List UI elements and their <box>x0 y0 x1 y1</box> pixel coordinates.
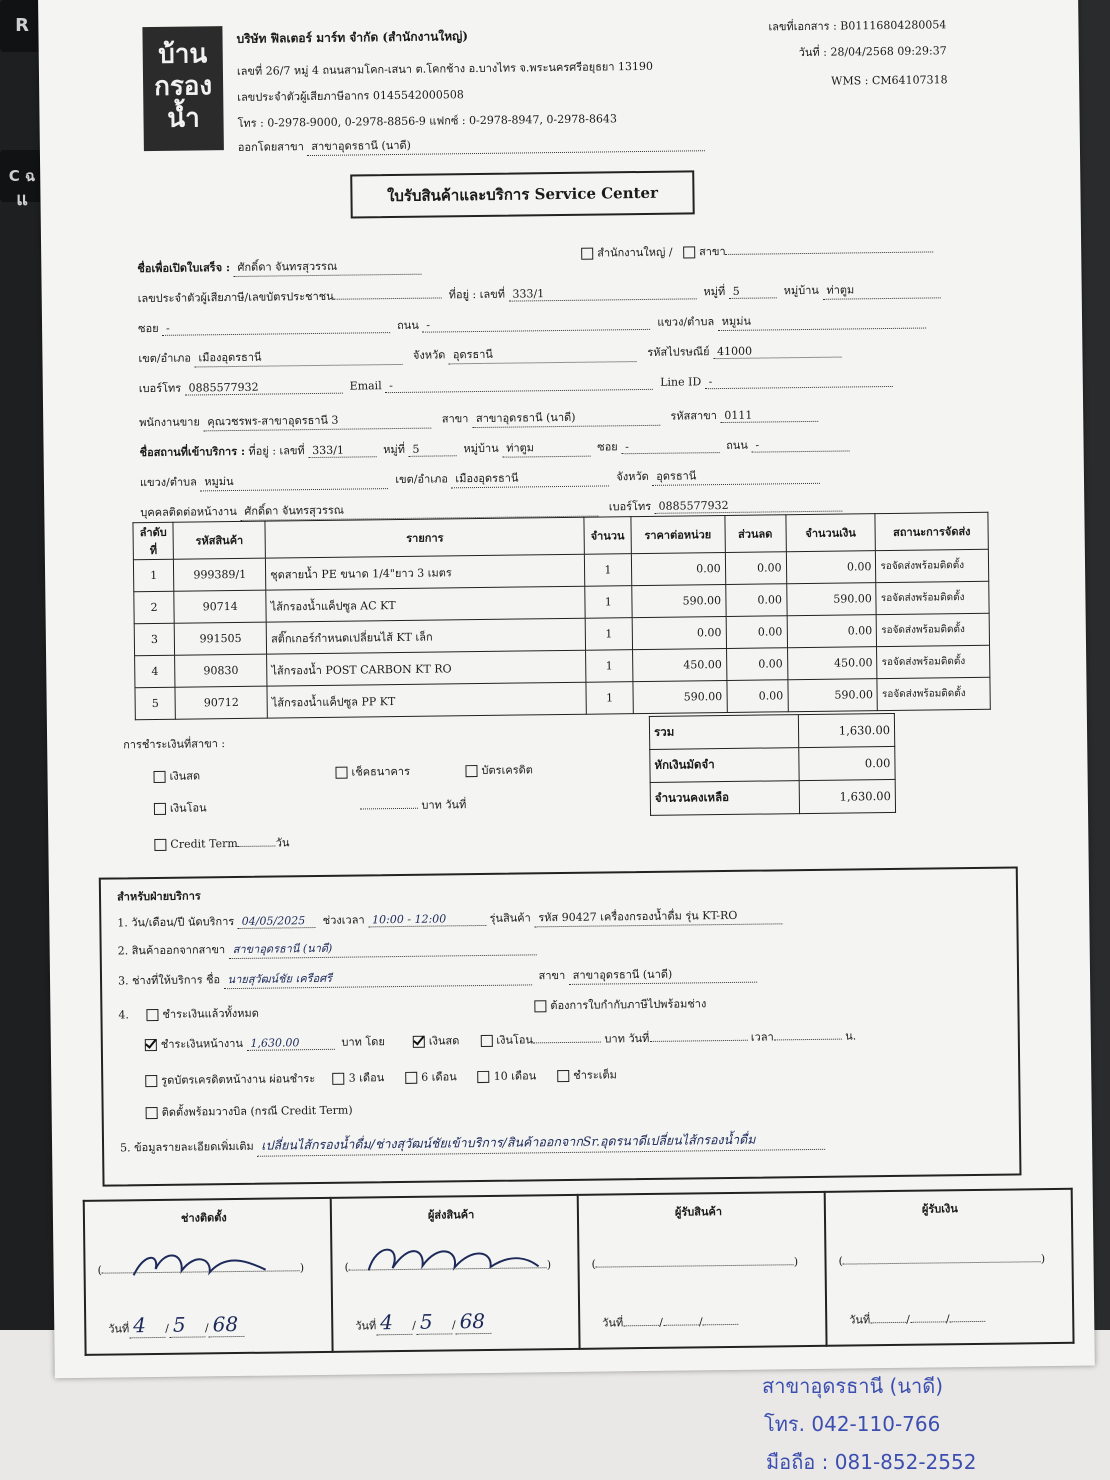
sp-subdistrict-label: แขวง/ตำบล <box>139 475 197 490</box>
doc-title: ใบรับสินค้าและบริการ Service Center <box>350 170 695 218</box>
cell: ไส้กรองน้ำแค็ปซูล PP KT <box>267 682 586 718</box>
col-qty: จำนวน <box>584 517 631 555</box>
sp-addr-no: 333/1 <box>308 443 376 458</box>
moo-label: หมู่ที่ <box>703 284 726 299</box>
doc-date: วันที่ : 28/04/2568 09:29:37 <box>798 44 947 60</box>
doc-wms: WMS : CM64107318 <box>831 73 948 88</box>
district-label: เขต/อำเภอ <box>138 351 192 366</box>
service-line-4d <box>146 1101 353 1122</box>
cell: 90830 <box>175 654 267 687</box>
cell: สติ๊กเกอร์กำหนดเปลี่ยนไส้ KT เล็ก <box>266 618 585 654</box>
logo-line: กรอง <box>153 71 213 102</box>
pay-card <box>465 760 533 779</box>
deposit-label: หักเงินมัดจำ <box>650 748 799 783</box>
sig-title: ผู้รับเงิน <box>921 1202 958 1216</box>
sig-title: ช่างติดตั้ง <box>180 1211 227 1225</box>
service-line-5 <box>120 1129 825 1159</box>
sig-year: 68 <box>455 1309 491 1334</box>
sig-line: ( ) <box>97 1261 305 1277</box>
cell: 0.00 <box>727 680 788 713</box>
sig-title: ผู้รับสินค้า <box>674 1205 723 1219</box>
sig-date: วันที่ / / <box>849 1309 986 1329</box>
col-discount: ส่วนลด <box>725 515 786 553</box>
customer-district-row <box>138 341 841 369</box>
cell: รอจัดส่งพร้อมติดตั้ง <box>876 549 989 582</box>
onsite-transfer-label: เงินโอน <box>496 1033 534 1047</box>
col-unit-price: ราคาต่อหน่วย <box>631 516 725 554</box>
branch-checkbox[interactable] <box>683 246 695 258</box>
issued-by-label: ออกโดยสาขา <box>237 140 304 154</box>
10m-label: 10 เดือน <box>493 1069 537 1083</box>
document-page <box>38 0 1095 1378</box>
hq-branch-row <box>581 239 934 261</box>
moo: 5 <box>729 284 777 299</box>
cell: 4 <box>135 655 176 687</box>
full-payment-checkbox[interactable] <box>557 1070 569 1082</box>
signature-box-payee <box>825 1189 1074 1346</box>
cell: 991505 <box>174 622 266 655</box>
signature-box-installer <box>84 1198 333 1355</box>
onsite-cash-checkbox[interactable] <box>413 1036 425 1048</box>
col-item: รายการ <box>265 517 584 558</box>
soi: - <box>162 319 390 336</box>
service-line-2 <box>118 936 537 960</box>
issued-by <box>238 132 706 157</box>
sp-contact: ศักดิ์ดา จันทรสุวรรณ <box>240 498 598 521</box>
pay-credit-term <box>154 833 289 853</box>
doc-number: เลขที่เอกสาร : B01116804280054 <box>768 18 947 34</box>
card-checkbox[interactable] <box>465 765 477 777</box>
technician-label: 3. ช่างที่ให้บริการ ชื่อ <box>117 973 221 988</box>
onsite-amount: 1,630.00 <box>246 1036 334 1051</box>
cash-checkbox[interactable] <box>153 771 165 783</box>
sp-district: เมืองอุดรธานี <box>451 467 609 488</box>
cell: 0.00 <box>725 584 786 617</box>
cell: 0.00 <box>725 552 786 585</box>
sig-date-label: วันที่ <box>108 1322 130 1336</box>
customer-soi-row <box>138 310 926 339</box>
10m-checkbox[interactable] <box>478 1071 490 1083</box>
cell: 0.00 <box>787 615 877 648</box>
tech-branch-label: สาขา <box>538 968 566 983</box>
customer-phone: 0885577932 <box>185 380 343 396</box>
pay-transfer-amount <box>360 795 467 814</box>
col-amount: จำนวนเงิน <box>785 514 875 552</box>
details-label: 5. ข้อมูลรายละเอียดเพิ่มเติม <box>120 1139 254 1155</box>
customer-contact-row <box>139 370 893 397</box>
sum-value: 1,630.00 <box>798 713 894 747</box>
signature-table <box>83 1188 1075 1356</box>
col-no: ลำดับที่ <box>133 522 174 559</box>
sig-date-label: วันที่ <box>602 1316 624 1330</box>
sig-date: วันที่ 4 / 5 / 68 <box>355 1309 492 1336</box>
tax-invoice-label: ต้องการใบกำกับภาษีไปพร้อมช่าง <box>550 997 707 1013</box>
cell: 0.00 <box>726 648 787 681</box>
sales-branch-label: สาขา <box>441 412 469 426</box>
onsite-time-label: เวลา <box>750 1030 774 1044</box>
transfer-checkbox[interactable] <box>154 803 166 815</box>
cash-label: เงินสด <box>169 769 201 783</box>
customer-name-row <box>137 256 421 278</box>
appointment-label: 1. วัน/เดือน/ปี นัดบริการ <box>117 915 235 930</box>
sp-soi: - <box>621 439 719 454</box>
stamp-mobile: มือถือ : 081-852-2552 <box>766 1450 977 1474</box>
sales-branch: สาขาอุดรธานี (นาดี) <box>472 407 660 428</box>
balance-label: จำนวนคงเหลือ <box>650 781 799 816</box>
sig-date-label: วันที่ <box>355 1319 377 1333</box>
tax-invoice-option <box>534 994 706 1014</box>
paid-all-label: ชำระเงินแล้วทั้งหมด <box>162 1006 259 1021</box>
customer-taxid-row <box>138 279 941 308</box>
stamp-tel: โทร. 042-110-766 <box>764 1412 941 1436</box>
3m-label: 3 เดือน <box>348 1071 385 1085</box>
tech-branch: สาขาอุดรธานี (นาดี) <box>569 964 757 985</box>
service-line-1 <box>117 905 782 932</box>
customer-name-label: ชื่อเพื่อเปิดใบเสร็จ : <box>137 261 231 276</box>
sig-day <box>623 1325 659 1326</box>
district: เมืองอุดรธานี <box>194 346 402 368</box>
addr-label: ที่อยู่ : เลขที่ <box>448 287 506 302</box>
zip-label: รหัสไปรษณีย์ <box>647 345 710 359</box>
pay-cash <box>153 766 200 785</box>
road-label: ถนน <box>397 318 419 332</box>
company-phone: โทร : 0-2978-9000, 0-2978-8856-9 แฟกซ์ : 0-2978-8947, 0-2978-8643 <box>237 112 617 130</box>
keyboard-key: R <box>0 0 44 52</box>
credit-term-checkbox[interactable] <box>154 839 166 851</box>
company-tax-id: เลขประจำตัวผู้เสียภาษีอากร 0145542000508 <box>237 88 464 104</box>
cell: ไส้กรองน้ำแค็ปซูล AC KT <box>266 586 585 622</box>
service-heading: สำหรับฝ่ายบริการ <box>116 889 201 904</box>
cell: 0.00 <box>631 553 725 586</box>
signature-box-receiver <box>578 1192 827 1349</box>
card-installment-checkbox[interactable] <box>145 1075 157 1087</box>
cell: 0.00 <box>786 551 876 584</box>
card-installment-label: รูดบัตรเครดิตหน้างาน ผ่อนชำระ <box>161 1072 316 1087</box>
sig-year <box>703 1324 739 1325</box>
service-place-label: ชื่อสถานที่เข้าบริการ : <box>139 444 246 460</box>
sender-signature <box>362 1232 543 1282</box>
sp-soi-label: ซอย <box>597 440 618 454</box>
stamp-branch: สาขาอุดรธานี (นาดี) <box>762 1374 944 1398</box>
cell: ไส้กรองน้ำ POST CARBON KT RO <box>267 650 586 686</box>
company-address: เลขที่ 26/7 หมู่ 4 ถนนสามโคก-เสนา ต.โคกช้าง อ.บางไทร จ.พระนครศรีอยุธยา 13190 <box>236 59 654 78</box>
logo-line: น้ำ <box>167 103 200 134</box>
sp-province-label: จังหวัด <box>616 469 649 484</box>
taxid-label: เลขประจำตัวผู้เสียภาษี/เลขบัตรประชาชน <box>137 289 334 306</box>
cell: รอจัดส่งพร้อมติดตั้ง <box>877 613 990 646</box>
company-logo <box>142 26 224 151</box>
sp-addr-label: ที่อยู่ : เลขที่ <box>248 444 305 458</box>
col-status: สถานะการจัดส่ง <box>875 512 988 550</box>
sales-row <box>139 405 818 432</box>
province: อุดรธานี <box>449 343 637 364</box>
3m-checkbox[interactable] <box>333 1073 345 1085</box>
service-line-3 <box>118 964 757 991</box>
province-label: จังหวัด <box>412 348 446 362</box>
sig-year <box>950 1321 986 1322</box>
cell: ชุดสายน้ำ PE ขนาด 1/4"ยาว 3 เมตร <box>266 554 585 590</box>
village: ท่าตูม <box>822 279 940 299</box>
sp-moo-label: หมู่ที่ <box>383 442 406 457</box>
service-place-district-row <box>140 465 821 492</box>
tax-invoice-checkbox[interactable] <box>534 1000 546 1012</box>
appointment-time: 10:00 - 12:00 <box>368 912 486 927</box>
sig-line: ( ) <box>838 1252 1046 1268</box>
line4-num: 4. <box>118 1008 130 1022</box>
sp-road-label: ถนน <box>726 438 748 452</box>
cell: 1 <box>585 618 632 651</box>
cheque-label: เช็คธนาคาร <box>351 764 411 779</box>
card-label: บัตรเครดิต <box>481 763 533 777</box>
time-label: ช่วงเวลา <box>322 913 365 927</box>
keyboard-key: C ฉ <box>0 150 44 202</box>
signature-box-sender <box>331 1195 580 1352</box>
logo-line: บ้าน <box>158 39 208 70</box>
sig-line: ( ) <box>344 1258 552 1274</box>
service-place-row <box>139 434 849 462</box>
col-code: รหัสสินค้า <box>173 521 265 559</box>
branch-code: 0111 <box>720 408 818 423</box>
cell: 1 <box>585 554 632 587</box>
details-value: เปลี่ยนไส้กรองน้ำดื่ม/ช่างสุวัฒน์ชัยเข้าบริการ/สินค้าออกจากSr.อุดรนาดีเปลี่ยนไส้กรองน้ำดื่ม <box>257 1129 825 1157</box>
hq-label: สำนักงานใหญ่ / <box>597 245 673 260</box>
company-name: บริษัท ฟิลเตอร์ มาร์ท จำกัด (สำนักงานใหญ่) <box>236 29 469 46</box>
service-line-4b <box>145 1026 857 1053</box>
sig-month <box>910 1321 946 1322</box>
cell: 1 <box>586 682 633 715</box>
sp-phone-label: เบอร์โทร <box>608 499 652 514</box>
cell: 590.00 <box>631 584 725 617</box>
cell: รอจัดส่งพร้อมติดตั้ง <box>877 645 990 678</box>
cell: 3 <box>134 623 175 655</box>
pay-onsite-label: ชำระเงินหน้างาน <box>160 1036 244 1051</box>
issued-by-value: สาขาอุดรธานี (นาดี) <box>307 132 705 156</box>
sig-month <box>663 1324 699 1325</box>
sum-label: รวม <box>649 715 798 750</box>
total-row <box>650 746 895 782</box>
cell: 590.00 <box>786 583 876 616</box>
cell: 90714 <box>174 590 266 623</box>
pay-onsite-checkbox[interactable] <box>145 1039 157 1051</box>
technician-name: นายสุวัฒน์ชัย เครือศรี <box>224 966 532 989</box>
cell: 590.00 <box>633 680 727 713</box>
onsite-transfer-suffix: บาท วันที่ <box>604 1031 650 1046</box>
model-label: รุ่นสินค้า <box>489 911 531 925</box>
cell: รอจัดส่งพร้อมติดตั้ง <box>876 581 989 614</box>
sig-month: 5 <box>169 1312 205 1337</box>
payment-label: การชำระเงินที่สาขา : <box>123 737 226 752</box>
soi-label: ซอย <box>138 321 159 336</box>
totals-table <box>649 713 896 816</box>
sp-road: - <box>751 437 849 452</box>
hq-checkbox[interactable] <box>581 248 593 260</box>
phone-label: เบอร์โทร <box>138 381 182 396</box>
balance-value: 1,630.00 <box>799 779 895 813</box>
signature-row <box>84 1189 1074 1355</box>
pay-transfer <box>154 798 207 817</box>
sig-date-label: วันที่ <box>849 1313 871 1327</box>
branch-code-label: รหัสสาขา <box>670 409 717 423</box>
sig-day: 4 <box>129 1313 165 1338</box>
staff-label: พนักงานขาย <box>139 415 200 430</box>
cell: 5 <box>135 687 176 719</box>
subdistrict-label: แขวง/ตำบล <box>657 315 715 329</box>
credit-term-label: Credit Term <box>170 836 238 851</box>
paid-all-checkbox[interactable] <box>146 1009 158 1021</box>
email: - <box>385 376 653 393</box>
items-table <box>132 512 990 720</box>
sp-province: อุดรธานี <box>652 465 820 486</box>
addr-no: 333/1 <box>508 285 696 301</box>
sig-year: 68 <box>208 1312 244 1337</box>
keyboard-key: แ <box>16 189 28 210</box>
sig-title: ผู้ส่งสินค้า <box>427 1208 475 1222</box>
sig-date: วันที่ 4 / 5 / 68 <box>108 1312 245 1339</box>
cell: 1 <box>133 559 174 591</box>
cell: 90712 <box>175 686 267 719</box>
email-label: Email <box>349 379 382 393</box>
onsite-time-suffix: น. <box>845 1029 857 1043</box>
zip: 41000 <box>713 344 841 360</box>
6m-label: 6 เดือน <box>421 1070 457 1084</box>
line-id: - <box>705 373 893 389</box>
total-row <box>649 713 894 749</box>
sales-staff: คุณวชรพร-สาขาอุดรธานี 3 <box>203 410 431 432</box>
branch-label: สาขา <box>698 244 726 259</box>
village-label: หมู่บ้าน <box>783 283 819 298</box>
transfer-label: เงินโอน <box>169 801 207 815</box>
sp-subdistrict: หมูม่น <box>200 470 388 491</box>
transfer-suffix: บาท วันที่ <box>421 798 467 812</box>
cell: 450.00 <box>787 647 877 680</box>
cell: 999389/1 <box>174 558 266 591</box>
6m-checkbox[interactable] <box>405 1072 417 1084</box>
sig-month: 5 <box>416 1309 452 1334</box>
sig-line: ( ) <box>591 1255 799 1271</box>
sp-moo: 5 <box>408 442 456 457</box>
road: - <box>422 316 650 333</box>
cell: 2 <box>134 591 175 623</box>
subdistrict: หมูม่น <box>718 310 926 332</box>
baht-by-label: บาท โดย <box>341 1035 385 1049</box>
cheque-checkbox[interactable] <box>335 767 347 779</box>
cell: 0.00 <box>632 616 726 649</box>
credit-term-suffix: วัน <box>275 836 290 850</box>
cell: 0.00 <box>726 616 787 649</box>
install-bill-checkbox[interactable] <box>146 1107 158 1119</box>
sp-phone: 0885577932 <box>655 498 843 514</box>
sig-date: วันที่ / / <box>602 1312 739 1332</box>
deposit-value: 0.00 <box>799 746 895 780</box>
service-line-4a <box>118 1004 259 1024</box>
sp-contact-label: บุคคลติดต่อหน้างาน <box>140 504 237 520</box>
sig-day <box>870 1322 906 1323</box>
service-section <box>99 866 1022 1186</box>
pay-cheque <box>335 762 410 781</box>
full-payment-label: ชำระเต็ม <box>573 1068 617 1082</box>
sp-village-label: หมู่บ้าน <box>463 441 499 456</box>
cell: 590.00 <box>787 679 877 712</box>
customer-name: ศักดิ์ดา จันทรสุวรรณ <box>233 256 421 277</box>
sig-day: 4 <box>376 1310 412 1335</box>
cell: 450.00 <box>632 648 726 681</box>
cell: รอจัดส่งพร้อมติดตั้ง <box>877 677 990 710</box>
product-model: รหัส 90427 เครื่องกรองน้ำดื่ม รุ่น KT-RO <box>534 905 782 927</box>
onsite-cash-label: เงินสด <box>428 1034 460 1048</box>
cell: 1 <box>585 586 632 619</box>
line-label: Line ID <box>660 375 702 389</box>
sp-district-label: เขต/อำเภอ <box>395 472 448 487</box>
sp-village: ท่าตูม <box>502 438 590 458</box>
install-bill-label: ติดตั้งพร้อมวางบิล (กรณี Credit Term) <box>161 1103 353 1119</box>
cell: 1 <box>586 650 633 683</box>
out-branch-label: 2. สินค้าออกจากสาขา <box>117 943 226 958</box>
onsite-transfer-checkbox[interactable] <box>480 1035 492 1047</box>
total-row <box>650 779 895 815</box>
out-branch: สาขาอุดรธานี (นาดี) <box>229 936 537 959</box>
appointment-date: 04/05/2025 <box>238 914 316 929</box>
service-line-4c <box>145 1065 617 1089</box>
